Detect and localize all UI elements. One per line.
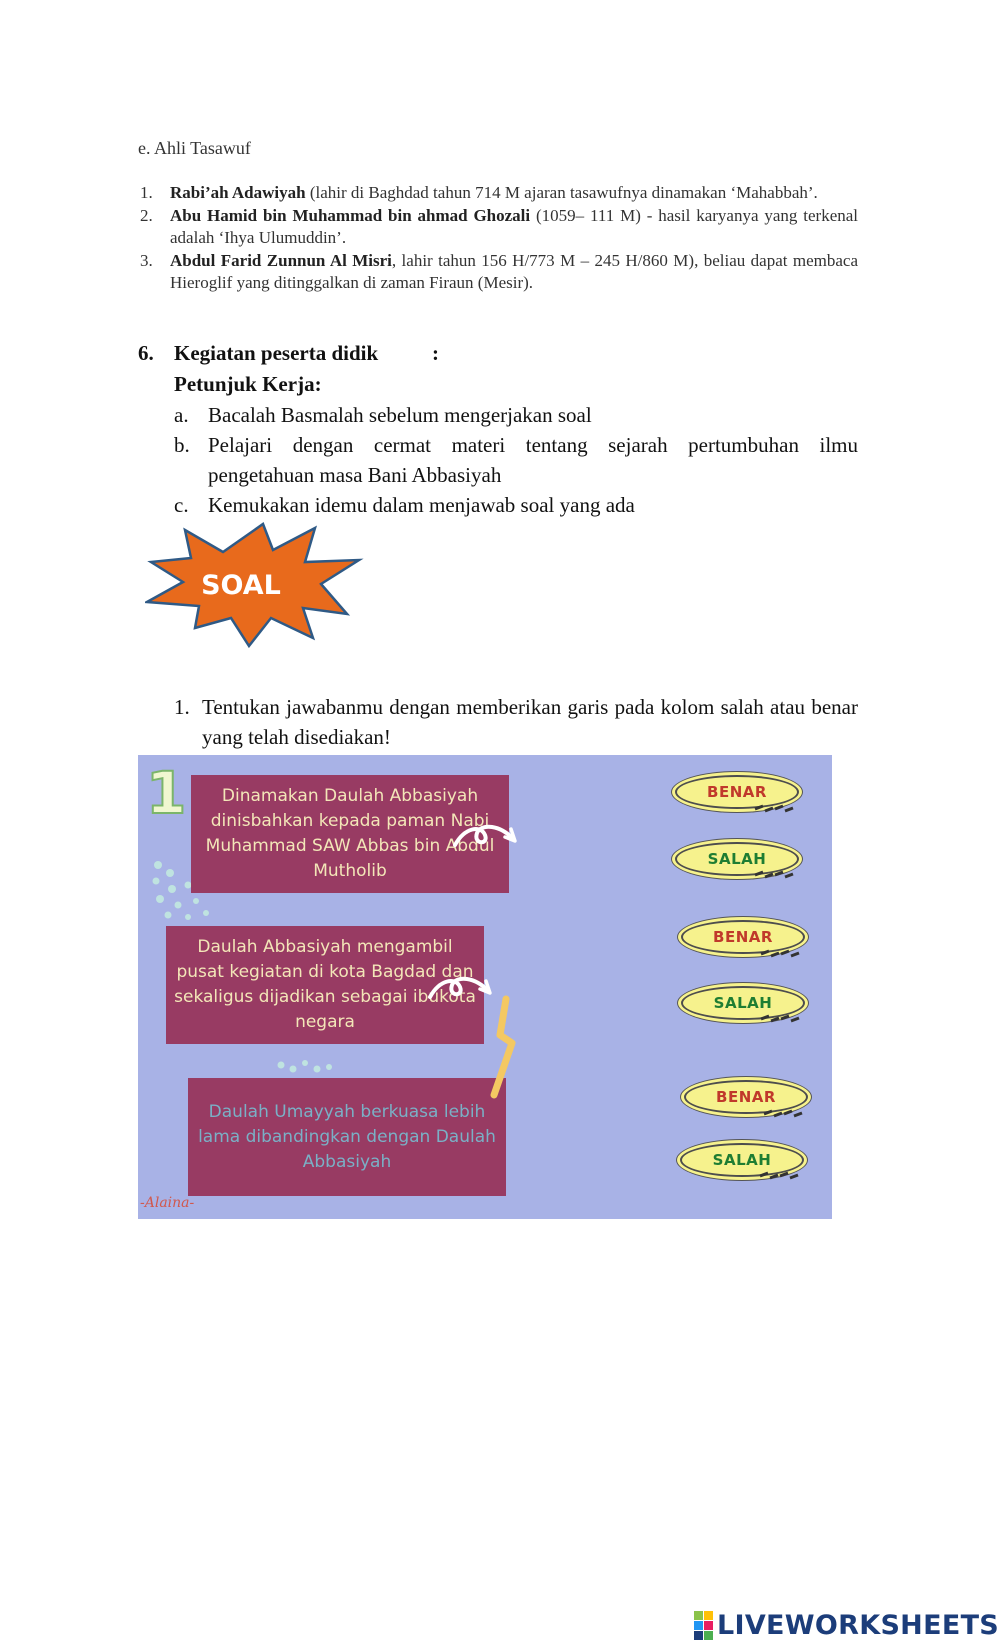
dash-decoration — [753, 865, 799, 879]
soal-starburst — [145, 522, 370, 652]
figure-desc: (lahir di Baghdad tahun 714 M ajaran tasawufnya dinamakan ‘Mahabbah’. — [305, 183, 818, 202]
signature: -Alaina- — [140, 1195, 195, 1211]
dash-decoration — [758, 1166, 804, 1180]
step-item — [174, 400, 858, 430]
kegiatan-heading — [138, 341, 439, 366]
figure-desc: (1059– 111 M) - hasil karyanya yang terkenal adalah ‘Ihya Ulumuddin’. — [170, 206, 859, 247]
step-letter: a. — [174, 403, 189, 427]
benar-button[interactable]: BENAR — [675, 775, 799, 809]
list-number: 2. — [140, 206, 153, 225]
step-text-line: pengetahuan masa Bani Abbasiyah — [208, 463, 502, 487]
question — [174, 692, 858, 752]
list-number: 1. — [140, 183, 153, 202]
dots-decoration — [273, 1045, 343, 1075]
question-number: 1. — [174, 695, 190, 719]
liveworksheets-logo-icon — [694, 1611, 713, 1640]
kegiatan-title: Kegiatan peserta didik — [174, 341, 379, 365]
salah-button[interactable]: SALAH — [675, 842, 799, 876]
benar-button[interactable]: BENAR — [681, 920, 805, 954]
figure-name: Abdul Farid Zunnun Al Misri — [170, 251, 392, 270]
curly-arrow-icon — [451, 815, 521, 855]
dash-decoration — [762, 1104, 808, 1118]
statement-text: Dinamakan Daulah Abbasiyah dinisbahkan kepada paman Nabi Muhammad SAW Abbas bin Abdul Mutholib — [205, 786, 495, 881]
curly-arrow-icon — [426, 967, 496, 1007]
step-letter: b. — [174, 433, 190, 457]
salah-button[interactable]: SALAH — [681, 986, 805, 1020]
liveworksheets-logo — [694, 1610, 999, 1641]
dash-decoration — [753, 799, 799, 813]
step-item-continued — [174, 460, 858, 490]
step-text-line: Pelajari dengan cermat materi tentang sejarah pertumbuhan ilmu — [208, 433, 858, 457]
benar-button[interactable]: BENAR — [684, 1080, 808, 1114]
statement-text: Daulah Abbasiyah mengambil pusat kegiatan di kota Bagdad dan sekaligus dijadikan sebagai ibukota negara — [174, 937, 476, 1032]
kegiatan-colon: : — [432, 341, 439, 365]
tasawuf-list — [138, 182, 858, 295]
step-list — [174, 400, 858, 520]
list-item — [138, 205, 858, 249]
statement-text: Daulah Umayyah berkuasa lebih lama dibandingkan dengan Daulah Abbasiyah — [198, 1101, 496, 1172]
step-text: Kemukakan idemu dalam menjawab soal yang ada — [208, 493, 635, 517]
worksheet-panel — [138, 755, 832, 1219]
kegiatan-number: 6. — [138, 341, 154, 365]
figure-name: Rabi’ah Adawiyah — [170, 183, 306, 202]
zigzag-ribbon — [488, 995, 518, 1105]
dash-decoration — [759, 944, 805, 958]
list-item — [138, 182, 858, 204]
figure-desc: , lahir tahun 156 H/773 M – 245 H/860 M), beliau dapat membaca Hieroglif yang ditinggalkan di zaman Firaun (Mesir). — [170, 251, 858, 292]
step-text: Bacalah Basmalah sebelum mengerjakan soal — [208, 403, 592, 427]
list-number: 3. — [140, 251, 153, 270]
step-item — [174, 430, 858, 460]
step-item — [174, 490, 858, 520]
petunjuk-heading: Petunjuk Kerja: — [174, 372, 322, 396]
dash-decoration — [759, 1009, 805, 1023]
worksheet-number: 1 — [146, 759, 187, 827]
question-text: Tentukan jawabanmu dengan memberikan garis pada kolom salah atau benar yang telah disediakan! — [202, 695, 858, 749]
list-item — [138, 250, 858, 294]
step-letter: c. — [174, 493, 189, 517]
soal-label: SOAL — [201, 570, 281, 601]
figure-name: Abu Hamid bin Muhammad bin ahmad Ghozali — [170, 206, 531, 225]
statement-card — [188, 1078, 506, 1196]
salah-button[interactable]: SALAH — [680, 1143, 804, 1177]
brand-name: LIVEWORKSHEETS — [717, 1610, 1000, 1641]
section-title: e. Ahli Tasawuf — [138, 138, 251, 158]
